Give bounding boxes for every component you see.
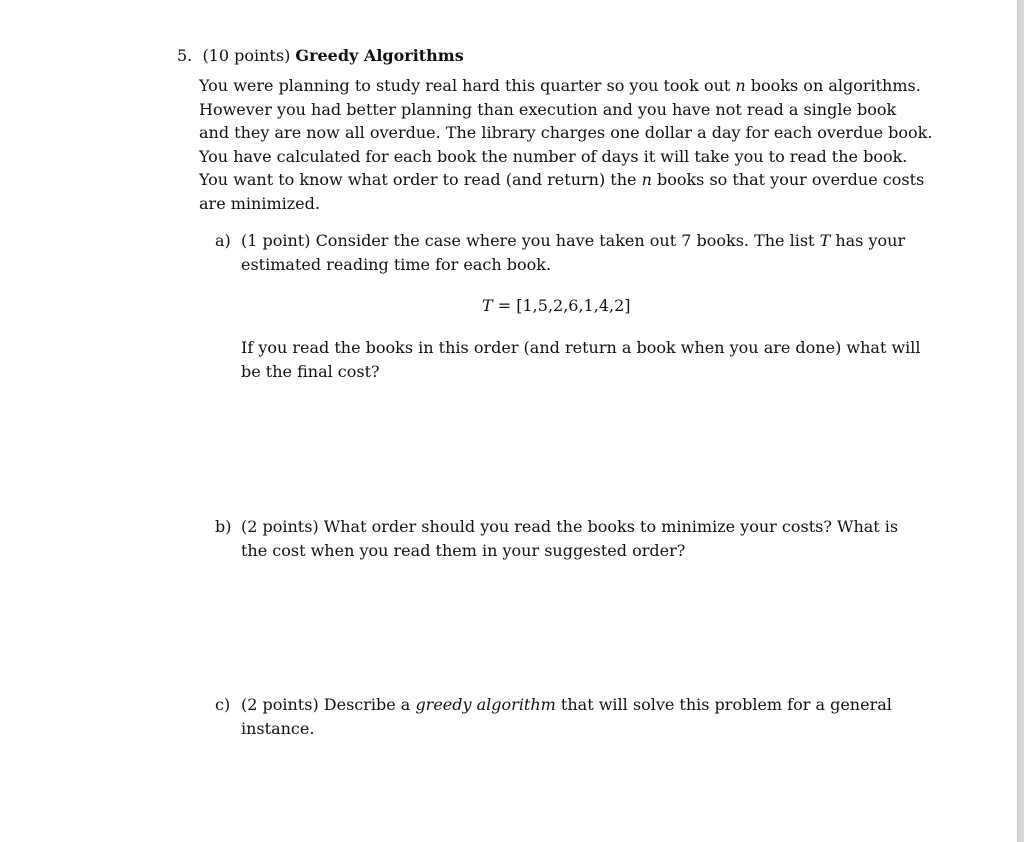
question-number: 5. <box>177 46 193 65</box>
reading-times-equation: T = [1,5,2,6,1,4,2] <box>482 296 631 315</box>
page-edge-shadow <box>1017 0 1024 842</box>
part-c-label: c) <box>215 695 231 714</box>
part-a-prompt: (1 point) Consider the case where you have taken out 7 books. The list T has your estimated reading time for each book. <box>241 231 906 274</box>
intro-line: You have calculated for each book the number of days it will take you to read the book. <box>199 146 908 166</box>
intro-line: and they are now all overdue. The library charges one dollar a day for each overdue book. <box>199 123 933 142</box>
part-a-label: a) <box>215 231 231 250</box>
part-c-prompt: (2 points) Describe a greedy algorithm that will solve this problem for a general instance. <box>241 695 892 738</box>
question-points: (10 points) <box>202 46 291 65</box>
intro-line: However you had better planning than execution and you have not read a single book <box>199 99 897 119</box>
question-intro <box>199 74 933 215</box>
question-heading <box>177 44 464 67</box>
intro-line: are minimized. <box>199 193 320 213</box>
question-title: Greedy Algorithms <box>295 46 464 65</box>
part-b-prompt: (2 points) What order should you read the books to minimize your costs? What is the cost when you read them in your suggested order? <box>241 517 899 560</box>
part-a-followup: If you read the books in this order (and return a book when you are done) what will be the final cost? <box>241 338 921 381</box>
intro-line: You want to know what order to read (and return) the n books so that your overdue costs <box>199 170 925 189</box>
part-b-label: b) <box>215 517 232 536</box>
intro-line: You were planning to study real hard this quarter so you took out n books on algorithms. <box>199 76 921 95</box>
